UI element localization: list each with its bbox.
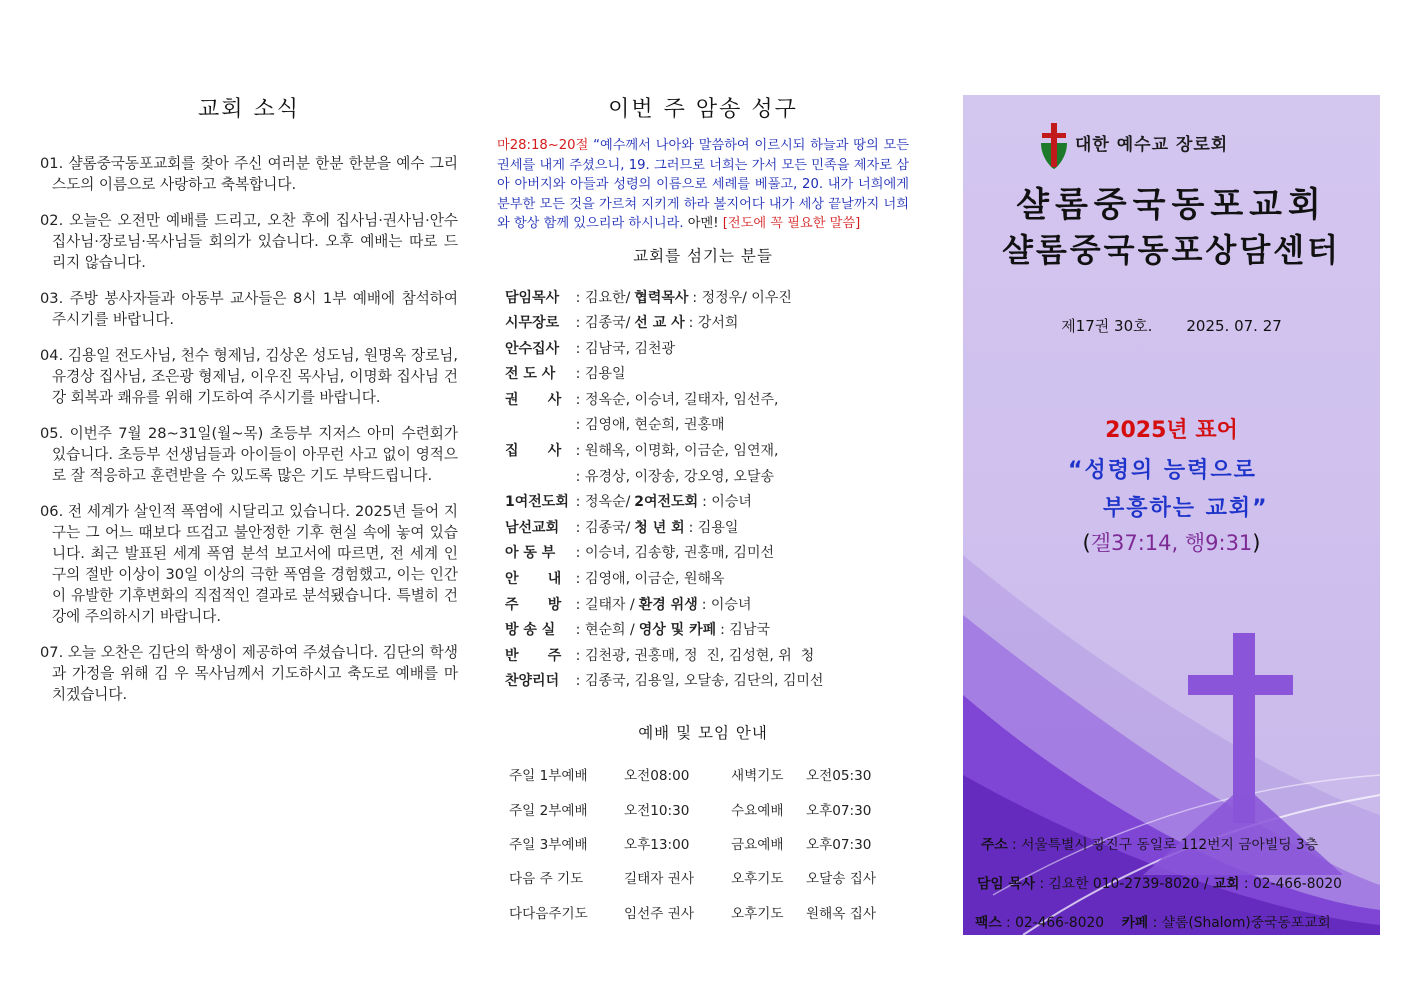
staff-row — [497, 618, 909, 644]
staff-row — [497, 439, 909, 465]
motto-ref-open: ( — [1082, 531, 1091, 555]
motto-reference — [963, 527, 1380, 557]
staff-value — [585, 541, 909, 567]
volume-number: 제17권 30호. — [1061, 317, 1153, 335]
staff-names: 길태자 / — [585, 596, 635, 613]
fax-number: 02-466-8020 — [1015, 915, 1105, 931]
worship-cell: 오전05:30 — [806, 768, 872, 785]
church-name: 샬롬중국동포교회 — [1016, 185, 1327, 225]
worship-cell: 임선주 권사 — [624, 905, 694, 922]
staff-names: 원해옥, 이명화, 이금순, 임연재, — [585, 443, 779, 460]
staff-colon: : — [575, 391, 581, 408]
staff-names: 이승녀, 김송향, 권홍매, 김미선 — [585, 545, 774, 562]
staff-value — [585, 286, 909, 312]
worship-cell: 수요예배 — [731, 802, 784, 819]
worship-cell: 오후07:30 — [806, 802, 872, 819]
staff-secondary-role: 환경 위생 — [638, 596, 698, 613]
staff-value — [585, 644, 909, 670]
staff-value — [585, 413, 909, 439]
worship-cell: 길태자 권사 — [624, 871, 694, 888]
staff-title: 교회를 섬기는 분들 — [633, 246, 773, 265]
staff-names: 김종국, 김용일, 오달송, 김단의, 김미선 — [585, 673, 824, 690]
staff-value — [585, 465, 909, 491]
staff-row — [497, 593, 909, 619]
staff-role: 찬양리더 — [505, 673, 560, 690]
cafe-name: 샬롬(Shalom)중국동포교회 — [1161, 915, 1331, 931]
staff-row — [497, 311, 909, 337]
staff-role: 전 도 사 — [505, 366, 556, 383]
news-item: 03. 주방 봉사자들과 아동부 교사들은 8시 1부 예배에 참석하여 주시기를 바랍니다. — [40, 290, 458, 328]
staff-colon: : — [575, 315, 581, 332]
staff-colon: : — [575, 519, 581, 536]
motto-ref-close: ) — [1252, 531, 1261, 555]
pastor-line: 담임 목사 : 김요한 010-2739-8020 / 교회 : 02-466-8020 — [977, 876, 1342, 892]
motto-year: 2025년 표어 — [1105, 418, 1238, 443]
staff-value — [585, 516, 909, 542]
staff-names: 김남국, 김천광 — [585, 340, 676, 357]
staff-names: 유경상, 이장송, 강오영, 오달송 — [585, 468, 774, 485]
staff-value — [585, 593, 909, 619]
staff-row — [497, 286, 909, 312]
staff-secondary-names: : 이승녀 — [701, 596, 752, 613]
motto-line-1: “성령의 능력으로 — [1068, 458, 1257, 483]
staff-row — [497, 490, 909, 516]
staff-colon: : — [575, 340, 581, 357]
staff-colon: : — [575, 596, 581, 613]
staff-colon: : — [575, 647, 581, 664]
staff-row — [497, 567, 909, 593]
worship-row — [509, 895, 896, 929]
cafe-label: 카페 — [1121, 915, 1149, 931]
staff-names: 김용일 — [585, 366, 626, 383]
church-news — [40, 92, 458, 720]
staff-value — [585, 362, 909, 388]
staff-row — [497, 669, 909, 695]
staff-colon: : — [575, 571, 581, 588]
worship-cell: 오후기도 — [731, 871, 784, 888]
staff-value — [585, 337, 909, 363]
staff-role: 담임목사 — [505, 289, 560, 306]
address-label: 주소 — [981, 837, 1008, 853]
verse-amen: 아멘! — [687, 216, 719, 231]
worship-row — [509, 860, 896, 894]
worship-cell: 오달송 집사 — [806, 871, 876, 888]
staff-names: 정옥순, 이승녀, 길태자, 임선주, — [585, 391, 779, 408]
staff-names: 김종국/ — [585, 519, 631, 536]
worship-cell: 오후기도 — [731, 905, 784, 922]
church-logo-cross-icon — [1039, 121, 1069, 171]
staff-colon: : — [575, 443, 581, 460]
staff-row — [497, 516, 909, 542]
news-item: 04. 김용일 전도사님, 천수 형제님, 김상온 성도님, 원명옥 장로님, 유경상 집사님, 조은광 형제님, 이우진 목사님, 이명화 집사님 건강 회복과 쾌유를 위해 기도하여 주시기를 바랍니다. — [40, 347, 458, 406]
staff-secondary-role: 2여전도회 — [634, 494, 699, 511]
pastor-contact: 김요한 010-2739-8020 / — [1048, 876, 1209, 892]
worship-cell: 원해옥 집사 — [806, 905, 876, 922]
news-item: 06. 전 세계가 살인적 폭염에 시달리고 있습니다. 2025년 들어 지구는 그 어느 때보다 뜨겁고 불안정한 기후 현실 속에 놓여 있습니다. 최근 발표된 세계 폭염 분석 보고서에 따르면, 전 세계 인구의 절반 이상이 30일 이상의 극한 폭염을 경험했고, 이는 인간이 유발한 기후변화의 직접적인 결과로 분석됐습니다. 특별히 건강에 주의하시기 바랍니다. — [40, 503, 458, 625]
staff-role: 권 사 — [505, 391, 562, 408]
worship-cell: 금요예배 — [731, 836, 784, 853]
staff-row — [497, 644, 909, 670]
verse-title: 이번 주 암송 성구 — [608, 97, 798, 122]
worship-cell: 다음 주 기도 — [509, 871, 584, 888]
worship-cell: 주일 2부예배 — [509, 802, 588, 819]
staff-secondary-names: : 정정우/ 이우진 — [692, 289, 792, 306]
middle-column — [497, 92, 909, 929]
staff-row — [497, 388, 909, 414]
staff-colon: : — [575, 622, 581, 639]
worship-cell: 오후07:30 — [806, 836, 872, 853]
staff-row — [497, 465, 909, 491]
staff-names: 정옥순/ — [585, 494, 631, 511]
news-title: 교회 소식 — [197, 97, 300, 122]
staff-names: 김영애, 현순희, 권홍매 — [585, 417, 725, 434]
news-item: 07. 오늘 오찬은 김단의 학생이 제공하여 주셨습니다. 김단의 학생과 가정을 위해 김 우 목사님께서 기도하시고 축도로 예배를 마치겠습니다. — [40, 644, 458, 703]
staff-secondary-names: : 김남국 — [720, 622, 770, 639]
staff-names: 현순희 / — [585, 622, 635, 639]
staff-colon: : — [575, 545, 581, 562]
fax-label: 팩스 — [975, 915, 1002, 931]
staff-role: 반 주 — [505, 647, 562, 664]
staff-row — [497, 362, 909, 388]
church-phone: 02-466-8020 — [1252, 876, 1342, 892]
worship-title: 예배 및 모임 안내 — [638, 724, 768, 742]
staff-names: 김영애, 이금순, 원해옥 — [585, 571, 725, 588]
staff-names: 김천광, 권홍매, 정 진, 김성현, 위 청 — [585, 647, 815, 664]
church-phone-label: 교회 — [1212, 876, 1240, 892]
staff-colon: : — [575, 289, 581, 306]
issue-info — [963, 315, 1380, 336]
staff-secondary-names: : 김용일 — [688, 519, 739, 536]
staff-role — [505, 413, 571, 439]
worship-cell: 주일 3부예배 — [509, 836, 588, 853]
denomination: 대한 예수교 장로회 — [1075, 135, 1229, 155]
issue-date: 2025. 07. 27 — [1186, 317, 1282, 335]
worship-cell: 오전08:00 — [624, 768, 690, 785]
news-item: 01. 샬롬중국동포교회를 찾아 주신 여러분 한분 한분을 예수 그리스도의 이름으로 사랑하고 축복합니다. — [40, 155, 458, 193]
fax-line: 팩스 : 02-466-8020 카페 : 샬롬(Shalom)중국동포교회 — [975, 915, 1331, 931]
staff-row — [497, 413, 909, 439]
staff-role: 1여전도회 — [505, 494, 569, 511]
address-line: 주소 : 서울특별시 광진구 동일로 112번지 금아빌딩 3층 — [981, 837, 1319, 853]
staff-value — [585, 567, 909, 593]
verse-reference: 마28:18~20절 — [497, 138, 589, 153]
staff-secondary-role: 협력목사 — [634, 289, 689, 306]
news-item: 02. 오늘은 오전만 예배를 드리고, 오찬 후에 집사님·권사님·안수집사님·장로님·목사님들 회의가 있습니다. 오후 예배는 따로 드리지 않습니다. — [40, 212, 458, 271]
address: 서울특별시 광진구 동일로 112번지 금아빌딩 3층 — [1021, 837, 1319, 853]
staff-secondary-role: 청 년 회 — [634, 519, 685, 536]
staff-value — [585, 388, 909, 414]
worship-row — [509, 757, 896, 791]
worship-row — [509, 791, 896, 825]
staff-secondary-role: 선 교 사 — [634, 315, 685, 332]
worship-cell: 새벽기도 — [731, 768, 784, 785]
staff-value — [585, 311, 909, 337]
staff-secondary-role: 영상 및 카페 — [638, 622, 717, 639]
staff-value — [585, 618, 909, 644]
staff-colon: : — [575, 468, 581, 485]
worship-cell: 다다음주기도 — [509, 905, 588, 922]
staff-row — [497, 337, 909, 363]
staff-colon: : — [575, 673, 581, 690]
staff-names: 김종국/ — [585, 315, 631, 332]
staff-colon: : — [575, 417, 581, 434]
motto-ref-text: 겔37:14, 행9:31 — [1090, 531, 1253, 555]
worship-table — [509, 757, 896, 929]
staff-secondary-names: : 강서희 — [688, 315, 739, 332]
center-name: 샬롬중국동포상담센터 — [1001, 231, 1342, 269]
worship-cell: 오후13:00 — [624, 836, 690, 853]
staff-list — [497, 286, 909, 696]
motto-line-2: 부흥하는 교회” — [1103, 496, 1269, 521]
staff-role: 안 내 — [505, 571, 562, 588]
staff-value — [585, 439, 909, 465]
verse-text: “예수께서 나아와 말씀하여 이르시되 하늘과 땅의 모든 권세를 내게 주셨으니, 19. 그러므로 너희는 가서 모든 민족을 제자로 삼아 아버지와 아들과 성령의 이름으로 세례를 베풀고, 20. 내가 너희에게 분부한 모든 것을 가르쳐 지키게 하라 볼지어다 내가 세상 끝날까지 너희와 항상 함께 있으리라 하시니라. — [497, 138, 909, 231]
staff-role: 안수집사 — [505, 340, 560, 357]
worship-row — [509, 826, 896, 860]
staff-secondary-names: : 이승녀 — [702, 494, 752, 511]
memory-verse — [497, 136, 909, 234]
staff-role: 집 사 — [505, 443, 562, 460]
worship-cell: 오전10:30 — [624, 802, 690, 819]
pastor-label: 담임 목사 — [977, 876, 1036, 892]
staff-names: 김요한/ — [585, 289, 631, 306]
staff-role: 아 동 부 — [505, 545, 556, 562]
staff-role: 방 송 실 — [505, 622, 556, 639]
staff-role: 주 방 — [505, 596, 562, 613]
staff-value — [585, 490, 909, 516]
worship-cell: 주일 1부예배 — [509, 768, 588, 785]
staff-colon: : — [575, 366, 581, 383]
staff-colon: : — [575, 494, 581, 511]
verse-note: [전도에 꼭 필요한 말씀] — [722, 216, 861, 231]
cover-panel — [963, 95, 1380, 935]
staff-role — [505, 465, 571, 491]
staff-role: 시무장로 — [505, 315, 560, 332]
staff-role: 남선교회 — [505, 519, 560, 536]
staff-value — [585, 669, 909, 695]
news-item: 05. 이번주 7월 28~31일(월~목) 초등부 지저스 아미 수련회가 있습니다. 초등부 선생님들과 아이들이 아무런 사고 없이 영적으로 잘 적응하고 훈련받을 수 있도록 많은 기도 부탁드립니다. — [40, 425, 458, 484]
staff-row — [497, 541, 909, 567]
